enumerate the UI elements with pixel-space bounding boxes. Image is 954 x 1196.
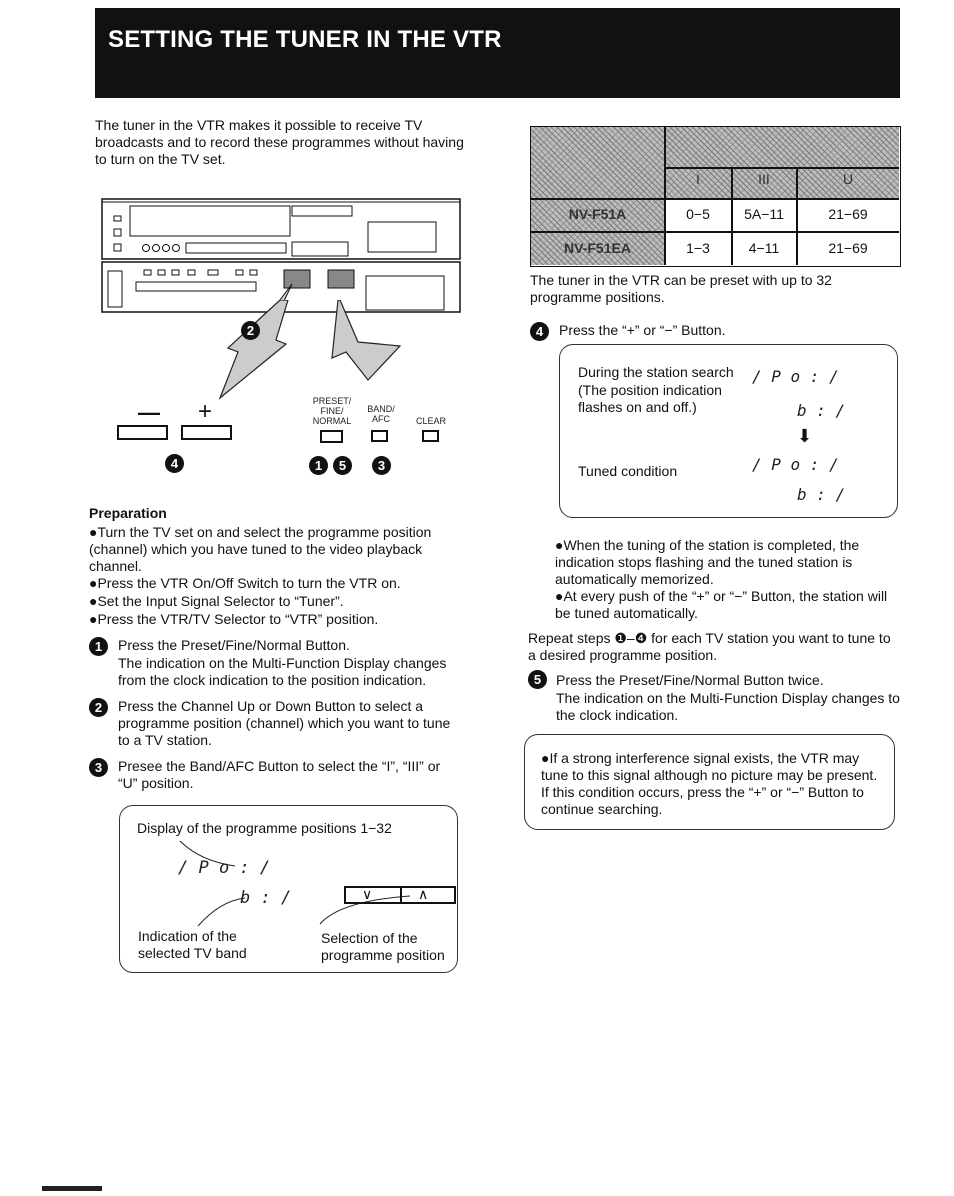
minus-symbol: —: [138, 400, 160, 425]
intro-paragraph: The tuner in the VTR makes it possible to receive TV broadcasts and to record these programmes without having to turn on the TV set.: [95, 117, 464, 167]
clear-label: CLEAR: [415, 416, 446, 426]
table-cell: 0−5: [686, 206, 710, 222]
step-1-text: Press the Preset/Fine/Normal Button.: [118, 637, 350, 653]
band-caption: Indication of the selected TV band: [138, 928, 247, 961]
lcd-position-readout: / P o : /: [178, 858, 271, 878]
interference-warning-box: [524, 734, 895, 830]
preset-fine-normal-label: PRESET/ FINE/ NORMAL: [312, 396, 352, 426]
tuned-label: Tuned condition: [578, 463, 678, 479]
callout-3: 3: [372, 456, 391, 475]
display-box-title: Display of the programme positions 1−32: [137, 820, 392, 836]
table-cell-model: NV-F51A: [568, 206, 627, 222]
preparation-heading: Preparation: [89, 505, 167, 521]
search-note: (The position indication flashes on and off.): [578, 382, 722, 415]
callout-2: 2: [241, 321, 260, 340]
step-5-number: 5: [528, 670, 547, 689]
callout-4: 4: [165, 454, 184, 473]
table-cell: 21−69: [828, 206, 868, 222]
plus-symbol: +: [198, 398, 213, 425]
step-2-number: 2: [89, 698, 108, 717]
programme-position-display-box: [119, 805, 458, 973]
table-header-band-u: U: [842, 171, 854, 187]
note-item: ●At every push of the “+” or “−” Button, the station will be tuned automatically.: [555, 588, 888, 621]
prep-item: ●Set the Input Signal Selector to “Tuner”.: [89, 593, 344, 609]
step-5-text: Press the Preset/Fine/Normal Button twice.: [556, 672, 824, 688]
prep-item: ●Press the VTR On/Off Switch to turn the VTR on.: [89, 575, 401, 591]
prep-item: ●Turn the TV set on and select the programme position (channel) which you have tuned to the video playback channel.: [89, 524, 432, 574]
table-cell-model: NV-F51EA: [564, 240, 631, 256]
step-2-text: Press the Channel Up or Down Button to select a programme position (channel) which you want to tune to a TV station.: [118, 698, 451, 748]
step-5-detail: The indication on the Multi-Function Display changes to the clock indication.: [556, 690, 900, 723]
page-edge-mark: [42, 1186, 102, 1191]
step-1-number: 1: [89, 637, 108, 656]
preset-note: The tuner in the VTR can be preset with up to 32 programme positions.: [530, 272, 832, 305]
table-cell: 4−11: [748, 240, 780, 256]
band-afc-button[interactable]: [371, 430, 388, 442]
table-cell: 21−69: [828, 240, 868, 256]
lcd-tuned-readout: / P o : /: [752, 455, 839, 474]
lcd-search-band-readout: b : /: [797, 401, 846, 420]
prep-item: ●Press the VTR/TV Selector to “VTR” position.: [89, 611, 379, 627]
table-header-row: [531, 127, 899, 198]
hand-arrows-illustration: [190, 300, 410, 410]
band-afc-label: BAND/ AFC: [367, 404, 395, 424]
table-cell: 1−3: [686, 240, 710, 256]
table-header-band-i: I: [696, 171, 700, 187]
step-3-text: Presee the Band/AFC Button to select the “I”, “III” or “U” position.: [118, 758, 441, 791]
arrow-down-icon: ⬇: [797, 426, 813, 446]
table-cell: 5A−11: [744, 206, 784, 222]
lcd-band-readout: b : /: [240, 888, 292, 908]
chevron-down-icon: ∨: [362, 886, 373, 902]
callout-1: 1: [309, 456, 328, 475]
band-table: [530, 126, 901, 267]
table-header-band-iii: III: [758, 171, 770, 187]
lcd-tuned-band-readout: b : /: [797, 485, 846, 504]
repeat-note: Repeat steps ❶–❹ for each TV station you want to tune to a desired programme position.: [528, 630, 891, 663]
step-1-detail: The indication on the Multi-Function Display changes from the clock indication to the position indication.: [118, 655, 447, 688]
position-caption: Selection of the programme position: [321, 930, 445, 963]
station-search-display-box: [559, 344, 898, 518]
search-label: During the station search: [578, 364, 734, 380]
channel-up-down-buttons[interactable]: [344, 886, 456, 904]
plus-button[interactable]: [181, 425, 232, 440]
preset-fine-normal-button[interactable]: [320, 430, 343, 443]
callout-5: 5: [333, 456, 352, 475]
step-4-text: Press the “+” or “−” Button.: [559, 322, 726, 338]
clear-button[interactable]: [422, 430, 439, 442]
page-title: SETTING THE TUNER IN THE VTR: [108, 26, 502, 53]
warning-text: ●If a strong interference signal exists, the VTR may tune to this signal although no picture may be present. If this condition occurs, press the “+” or “−” Button to continue searching.: [541, 750, 878, 817]
minus-button[interactable]: [117, 425, 168, 440]
step-4-number: 4: [530, 322, 549, 341]
step-3-number: 3: [89, 758, 108, 777]
chevron-up-icon: ∧: [418, 886, 429, 902]
note-item: ●When the tuning of the station is completed, the indication stops flashing and the tuned station is automatically memorized.: [555, 537, 860, 587]
lcd-search-readout: / P o : /: [752, 367, 839, 386]
